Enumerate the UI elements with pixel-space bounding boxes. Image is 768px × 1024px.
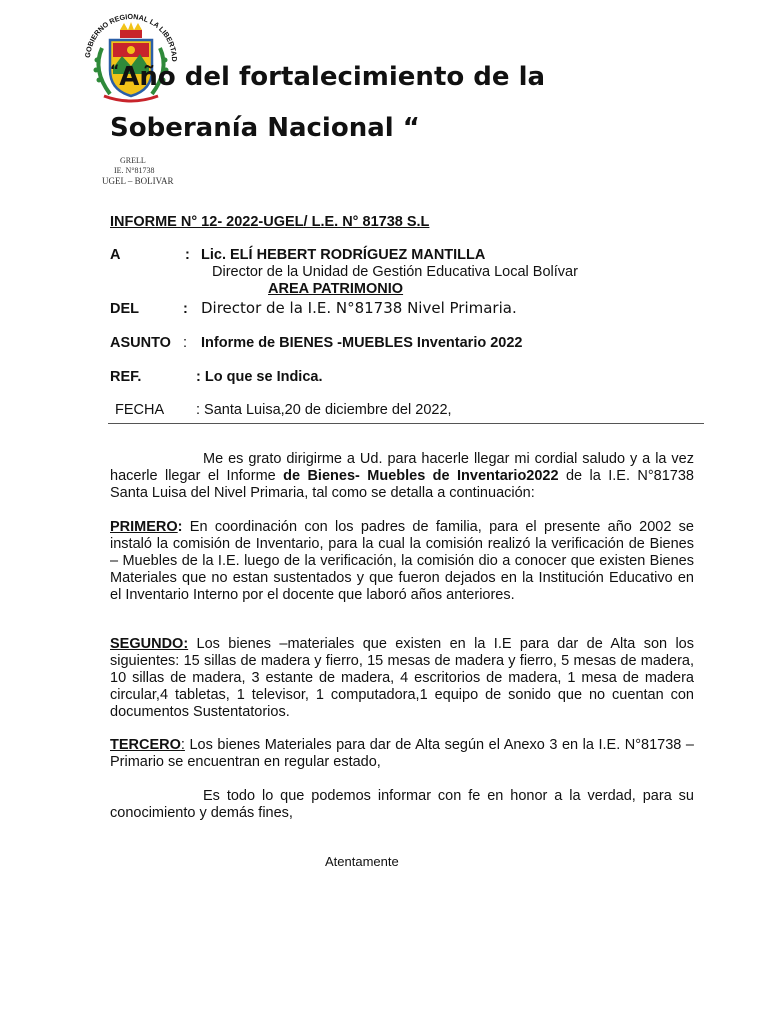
intro-text-bold: de Bienes- Muebles de Inventario2022 — [283, 467, 559, 484]
third-label: TERCERO — [110, 737, 181, 753]
second-paragraph — [110, 636, 694, 721]
first-paragraph — [110, 519, 694, 604]
subject-colon: : — [183, 335, 188, 351]
third-colon: : — [180, 737, 185, 753]
subject-label: ASUNTO — [110, 335, 171, 351]
regional-government-seal — [80, 8, 182, 108]
closing-paragraph — [110, 788, 694, 822]
second-text: Los bienes –materiales que existen en la I.E para dar de Alta son los siguientes: 15 sillas de madera y fierro, 15 mesas de madera y fierro, 5 mesas de madera, 10 sillas de madera, 3 estante de madera, 4 escritorios de madera, 1 mesa de madera circular,4 tabletas, 1 televisor, 1 computadora,1 equipo de sonido que no cuentan con documentos Sustentatorios. — [110, 636, 694, 720]
motto-line-1 — [110, 62, 670, 92]
from-colon: : — [183, 301, 188, 317]
second-label: SEGUNDO: — [110, 636, 189, 652]
subject-value: Informe de BIENES -MUEBLES Inventario 2022 — [201, 335, 523, 351]
intro-text-a: Me es grato dirigirme a Ud. para hacerle llegar mi cordial saludo y a la vez hacerle llegar el Informe — [110, 451, 694, 484]
date-value: : Santa Luisa,20 de diciembre del 2022, — [196, 402, 452, 418]
intro-text-b: de la I.E. N°81738 Santa Luisa del Nivel Primaria, tal como se detalla a continuación: — [110, 467, 694, 501]
to-name: Lic. ELÍ HEBERT RODRÍGUEZ MANTILLA — [201, 247, 486, 263]
ref-label: REF. — [110, 369, 142, 385]
to-position: Director de la Unidad de Gestión Educativa Local Bolívar — [212, 264, 578, 280]
from-label: DEL — [110, 301, 139, 317]
report-title: INFORME N° 12- 2022-UGEL/ L.E. N° 81738 S.L — [110, 214, 430, 230]
ref-value: : Lo que se Indica. — [196, 369, 323, 385]
third-text: Los bienes Materiales para dar de Alta según el Anexo 3 en la I.E. N°81738 – Primario se encuentran en regular estado, — [110, 737, 694, 770]
intro-paragraph — [110, 451, 694, 502]
stamp-line-2: IE. N°81738 — [114, 166, 155, 175]
from-value: Director de la I.E. N°81738 Nivel Primaria. — [201, 299, 517, 317]
motto-text-1: Año del fortalecimiento de la — [119, 62, 546, 92]
first-colon: : — [177, 519, 183, 535]
stamp-line-3: UGEL – BOLIVAR — [102, 176, 174, 186]
header-divider — [108, 423, 704, 424]
stamp-line-1: GRELL — [120, 156, 146, 165]
first-label: PRIMERO — [110, 519, 178, 535]
motto-line-2: Soberanía Nacional “ — [110, 113, 420, 143]
signoff: Atentamente — [325, 854, 399, 869]
third-paragraph — [110, 737, 694, 771]
closing-text: Es todo lo que podemos informar con fe en honor a la verdad, para su conocimiento y demás fines, — [110, 788, 694, 821]
seal-arc-text: GOBIERNO REGIONAL LA LIBERTAD — [82, 11, 180, 62]
to-colon: : — [185, 247, 190, 263]
first-text: En coordinación con los padres de familia, para el presente año 2002 se instaló la comisión de Inventario, para la cual la comisión realizó la verificación de Bienes – Muebles de la I.E. luego de la verificación, la comisión dio a conocer que existen Bienes Materiales que no estan sustentados y que fueron dejados en la Institución Educativo en el Inventario Interno por el docente que laboró años anteriores. — [110, 519, 694, 603]
date-label: FECHA — [115, 402, 165, 418]
to-area: AREA PATRIMONIO — [268, 281, 404, 297]
motto-open-quote: “ — [110, 63, 120, 79]
to-label: A — [110, 247, 121, 263]
